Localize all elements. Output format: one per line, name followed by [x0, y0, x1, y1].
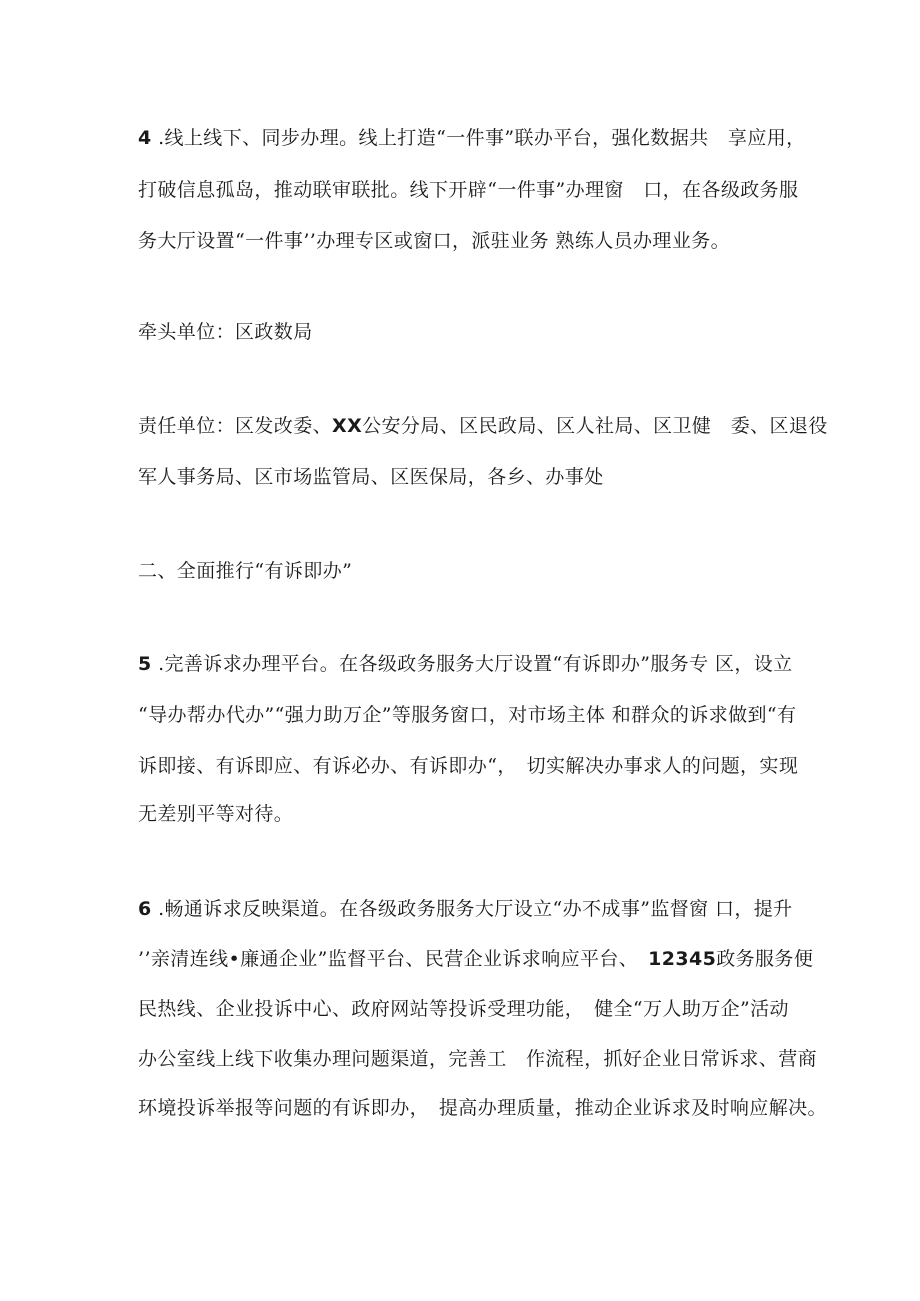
p6-line-2	[138, 947, 813, 971]
p6-line-4: 办公室线上线下收集办理问题渠道，完善工 作流程，抓好企业日常诉求、营商	[138, 1048, 818, 1070]
lead-unit: 牵头单位：区政数局	[138, 321, 313, 343]
resp-unit-line-2: 军人事务局、区市场监管局、区医保局，各乡、办事处	[138, 466, 604, 488]
p4-line-1	[138, 126, 806, 150]
p6-line-2-b: 政务服务便	[716, 948, 814, 970]
p5-line-3: 诉即接、有诉即应、有诉必办、有诉即办“， 切实解决办事求人的问题，实现	[138, 755, 799, 777]
p4-line-3: 务大厅设置“一件事’’办理专区或窗口，派驻业务 熟练人员办理业务。	[138, 230, 731, 252]
p6-text: .畅通诉求反映渠道。在各级政务服务大厅设立“办不成事”监督窗 口，提升	[151, 898, 793, 920]
p6-hotline-number: 12345	[648, 948, 717, 970]
p6-line-5: 环境投诉举报等问题的有诉即办， 提高办理质量，推动企业诉求及时响应解决。	[138, 1097, 827, 1119]
p6-number: 6	[138, 898, 152, 920]
p6-line-2-a: ’’亲清连线•廉通企业”监督平台、民营企业诉求响应平台、	[138, 948, 649, 970]
resp-unit-prefix: 责任单位：区发改委、	[138, 415, 333, 437]
p6-line-3: 民热线、企业投诉中心、政府网站等投诉受理功能， 健全“万人助万企”活动	[138, 998, 789, 1020]
p4-number: 4	[138, 127, 152, 149]
p5-text: .完善诉求办理平台。在各级政务服务大厅设置“有诉即办”服务专 区，设立	[151, 653, 793, 675]
p5-line-2: “导办帮办代办”“强力助万企”等服务窗口，对市场主体 和群众的诉求做到“有	[138, 704, 797, 726]
p4-text: .线上线下、同步办理。线上打造“一件事”联办平台，强化数据共 享应用，	[151, 127, 806, 149]
p6-line-1	[138, 897, 793, 921]
resp-unit-rest: 公安分局、区民政局、区人社局、区卫健 委、区退役	[362, 415, 828, 437]
p5-line-1	[138, 652, 793, 676]
resp-unit-line-1	[138, 414, 828, 438]
resp-unit-xx: XX	[332, 415, 363, 437]
section-heading-2: 二、全面推行“有诉即办”	[138, 560, 353, 582]
p4-line-2: 打破信息孤岛，推动联审联批。线下开辟“一件事”办理窗 口，在各级政务服	[138, 179, 799, 201]
p5-line-4: 无差别平等对待。	[138, 803, 294, 825]
p5-number: 5	[138, 653, 152, 675]
